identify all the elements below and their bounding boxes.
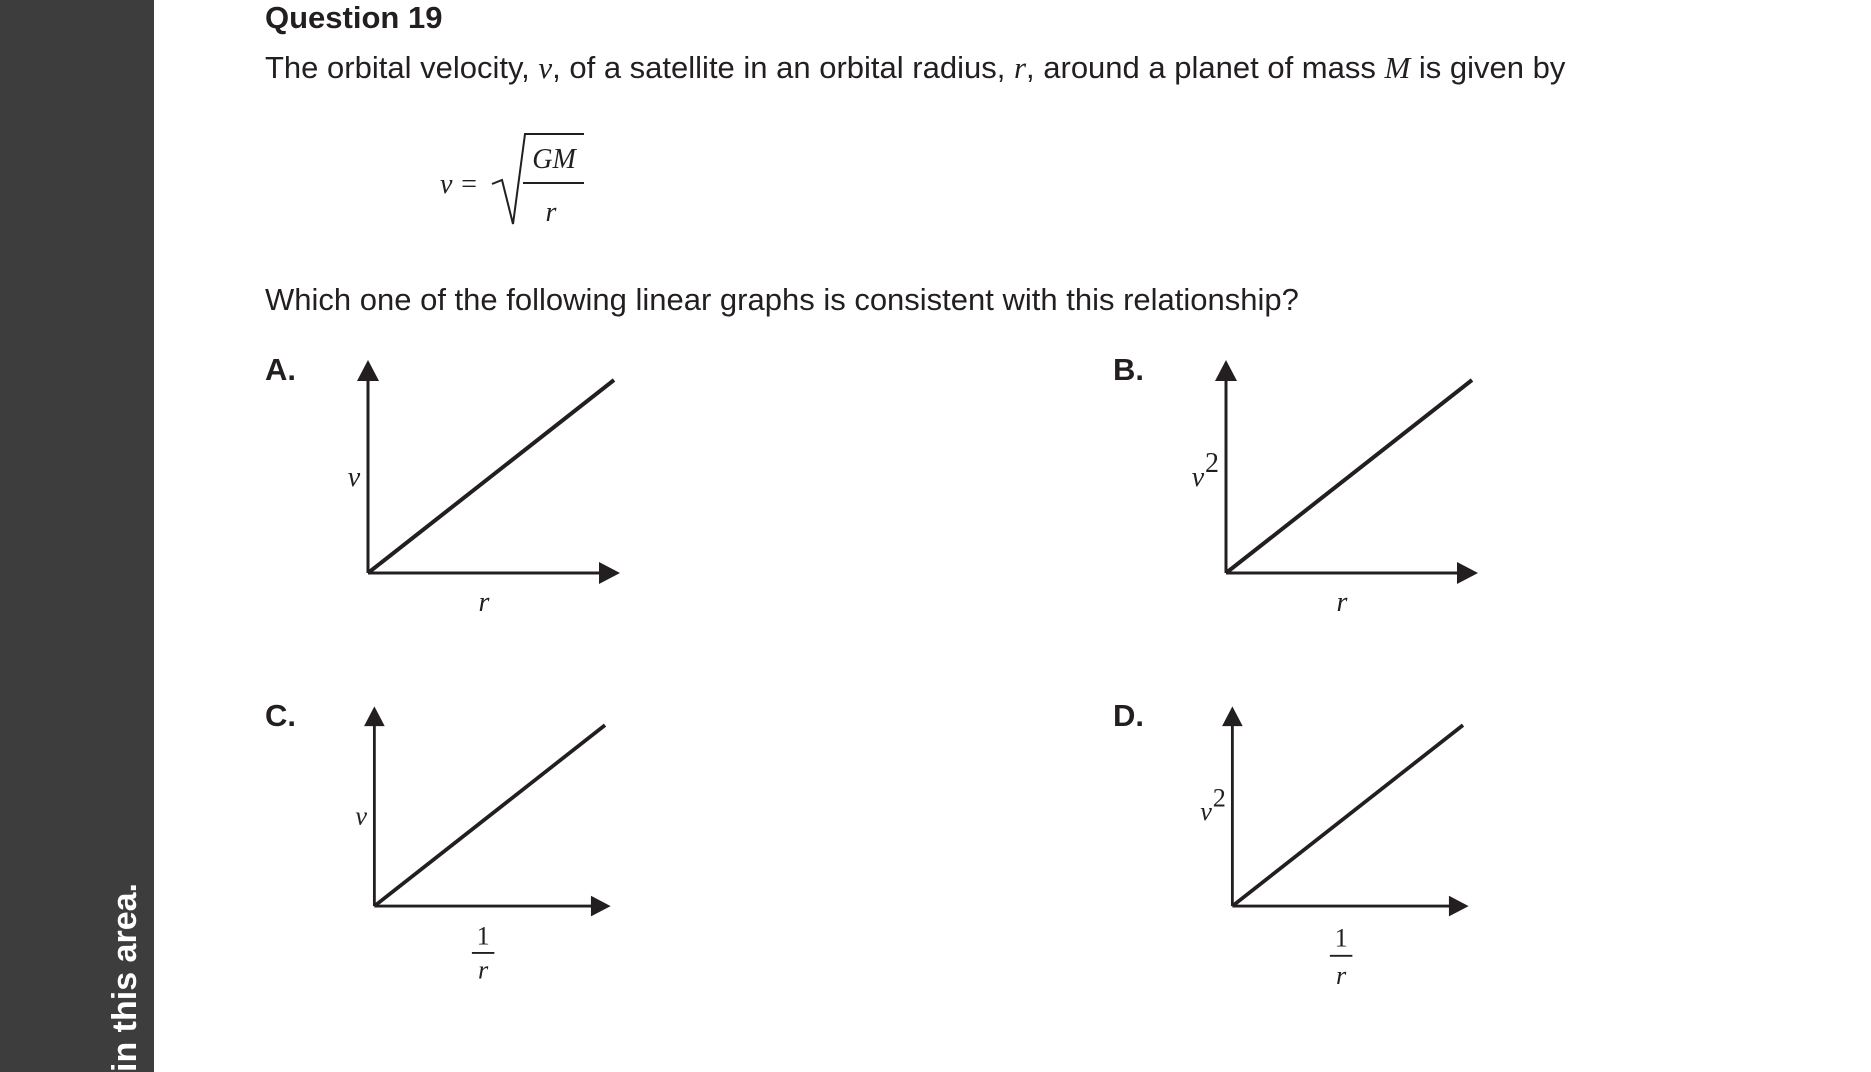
stem-text: is given by — [1410, 50, 1566, 85]
stem-var-r: r — [1013, 50, 1027, 85]
y-axis-superscript: 2 — [1205, 448, 1219, 479]
stem-text: , around a planet of mass — [1026, 50, 1385, 85]
x-axis-label: r — [1336, 587, 1348, 618]
stem-var-v: v — [538, 50, 553, 85]
plot-line — [374, 725, 605, 906]
x-axis-fraction-numerator: 1 — [1334, 923, 1348, 953]
y-axis-label: v — [1191, 462, 1205, 493]
y-axis-arrow — [364, 706, 385, 726]
option-d-graph[interactable] — [1178, 697, 1478, 997]
x-axis-label: r — [1336, 960, 1347, 990]
formula-denominator: r — [545, 197, 557, 228]
x-axis-arrow — [599, 562, 620, 584]
formula-lhs: v = — [440, 169, 479, 200]
x-axis-arrow — [1449, 896, 1469, 917]
y-axis-arrow — [357, 360, 379, 381]
option-c-label[interactable]: C. — [265, 698, 296, 733]
margin-instruction: in this area. — [106, 883, 144, 1072]
stem-text: The orbital velocity, — [265, 50, 539, 85]
option-c-graph[interactable] — [320, 697, 620, 997]
y-axis-label: v — [347, 462, 361, 493]
option-a-graph[interactable] — [320, 350, 620, 650]
option-b-label[interactable]: B. — [1113, 352, 1144, 387]
y-axis-label: v — [355, 801, 368, 831]
y-axis-arrow — [1215, 360, 1237, 381]
stem-var-m: M — [1384, 50, 1411, 85]
y-axis-superscript: 2 — [1212, 783, 1226, 813]
option-d-label[interactable]: D. — [1113, 698, 1144, 733]
option-a-label[interactable]: A. — [265, 352, 296, 387]
x-axis-label: r — [478, 587, 490, 618]
margin-sidebar — [0, 0, 154, 1072]
y-axis-arrow — [1222, 706, 1243, 726]
orbital-velocity-formula — [430, 120, 630, 240]
option-b-graph[interactable] — [1178, 350, 1478, 650]
x-axis-label: r — [478, 955, 489, 985]
formula-numerator: GM — [532, 144, 576, 175]
plot-line — [368, 380, 614, 573]
question-prompt: Which one of the following linear graphs is consistent with this relationship? — [265, 282, 1299, 317]
stem-text: , of a satellite in an orbital radius, — [552, 50, 1014, 85]
question-stem — [265, 50, 1565, 86]
x-axis-arrow — [1457, 562, 1478, 584]
x-axis-arrow — [591, 896, 611, 917]
question-title: Question 19 — [265, 0, 443, 35]
y-axis-label: v — [1200, 796, 1212, 826]
plot-line — [1232, 725, 1463, 906]
plot-line — [1226, 380, 1472, 573]
x-axis-fraction-numerator: 1 — [476, 921, 490, 951]
